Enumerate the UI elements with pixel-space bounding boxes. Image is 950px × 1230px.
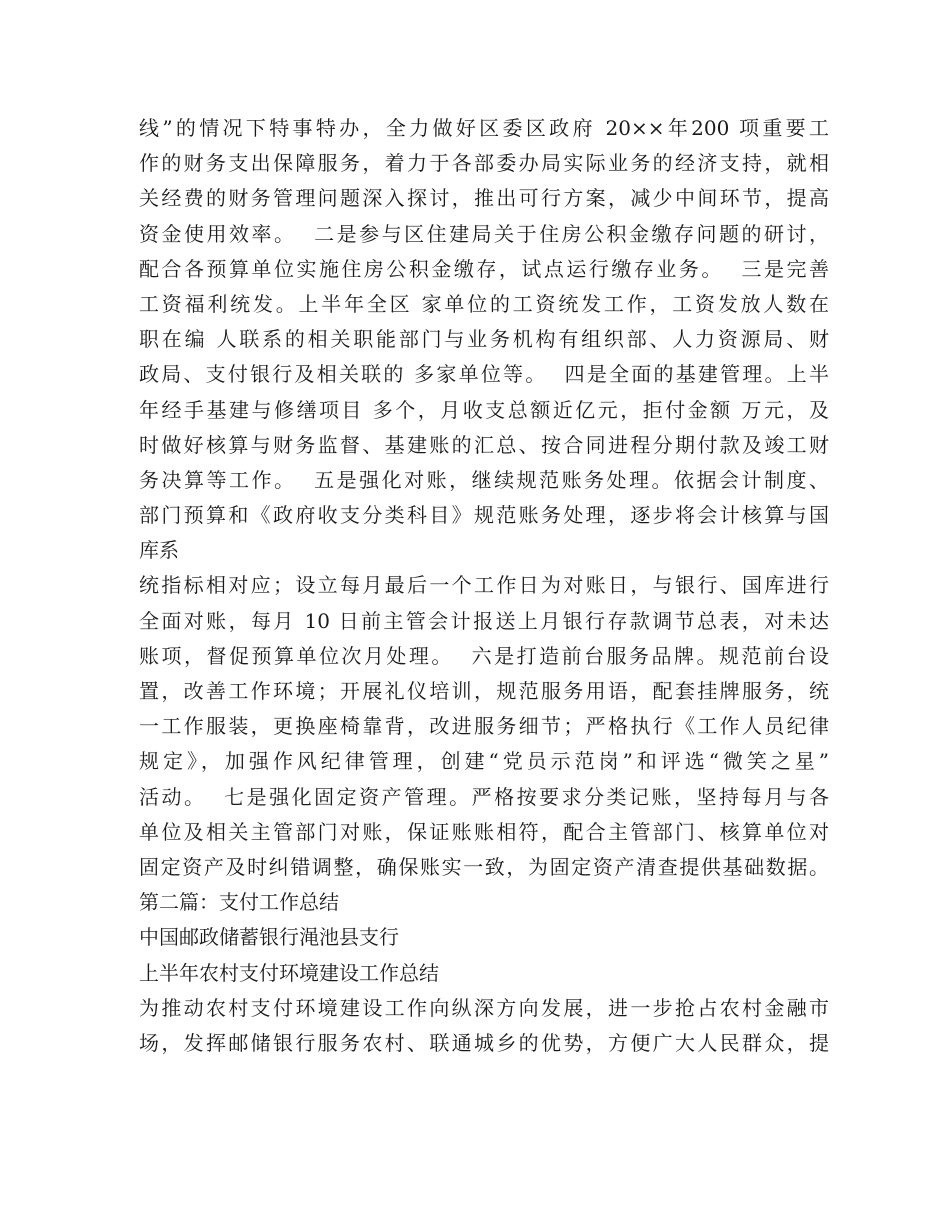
text-line: 固定资产及时纠错调整，确保账实一致，为固定资产清查提供基础数据。 (139, 854, 829, 879)
text-line: 全面对账，每月 10 日前主管会计报送上月银行存款调节总表，对未达 (139, 608, 829, 633)
text-line: 作的财务支出保障服务，着力于各部委办局实际业务的经济支持，就相 (139, 151, 829, 176)
text-line: 资金使用效率。 二是参与区住建局关于住房公积金缴存问题的研讨， (139, 221, 829, 246)
text-line: 规定》，加强作风纪律管理，创建“党员示范岗”和评选“微笑之星” (139, 749, 829, 774)
text-line: 活动。 七是强化固定资产管理。严格按要求分类记账，坚持每月与各 (139, 784, 829, 809)
text-line: 场，发挥邮储银行服务农村、联通城乡的优势，方便广大人民群众，提 (139, 1030, 829, 1055)
report-title: 上半年农村支付环境建设工作总结 (139, 960, 439, 985)
text-line: 置，改善工作环境；开展礼仪培训，规范服务用语，配套挂牌服务，统 (139, 679, 829, 703)
text-line: 账项，督促预算单位次月处理。 六是打造前台服务品牌。规范前台设 (139, 643, 829, 668)
document-body (139, 111, 829, 1061)
organization-name: 中国邮政储蓄银行渑池县支行 (139, 925, 399, 950)
text-line: 时做好核算与财务监督、基建账的汇总、按合同进程分期付款及竣工财 (139, 432, 829, 457)
text-line: 职在编 人联系的相关职能部门与业务机构有组织部、人力资源局、财 (139, 327, 829, 352)
text-line: 统指标相对应；设立每月最后一个工作日为对账日，与银行、国库进行 (139, 573, 829, 598)
text-line: 单位及相关主管部门对账，保证账账相符，配合主管部门、核算单位对 (139, 819, 829, 844)
text-line: 年经手基建与修缮项目 多个，月收支总额近亿元，拒付金额 万元，及 (139, 397, 829, 422)
section-heading: 第二篇：支付工作总结 (139, 890, 339, 915)
text-line: 库系 (139, 538, 179, 563)
text-line: 工资福利统发。上半年全区 家单位的工资统发工作，工资发放人数在 (139, 291, 829, 316)
text-line: 线”的情况下特事特办，全力做好区委区政府 20××年200 项重要工 (139, 116, 829, 140)
text-line: 务决算等工作。 五是强化对账，继续规范账务处理。依据会计制度、 (139, 467, 829, 492)
text-line: 关经费的财务管理问题深入探讨，推出可行方案，减少中间环节，提高 (139, 186, 829, 211)
text-line: 一工作服装，更换座椅靠背，改进服务细节；严格执行《工作人员纪律 (139, 714, 829, 739)
text-line: 为推动农村支付环境建设工作向纵深方向发展，进一步抢占农村金融市 (139, 995, 829, 1020)
text-line: 政局、支付银行及相关联的 多家单位等。 四是全面的基建管理。上半 (139, 362, 829, 387)
text-line: 部门预算和《政府收支分类科目》规范账务处理，逐步将会计核算与国 (139, 503, 829, 528)
text-line: 配合各预算单位实施住房公积金缴存，试点运行缴存业务。 三是完善 (139, 256, 829, 281)
